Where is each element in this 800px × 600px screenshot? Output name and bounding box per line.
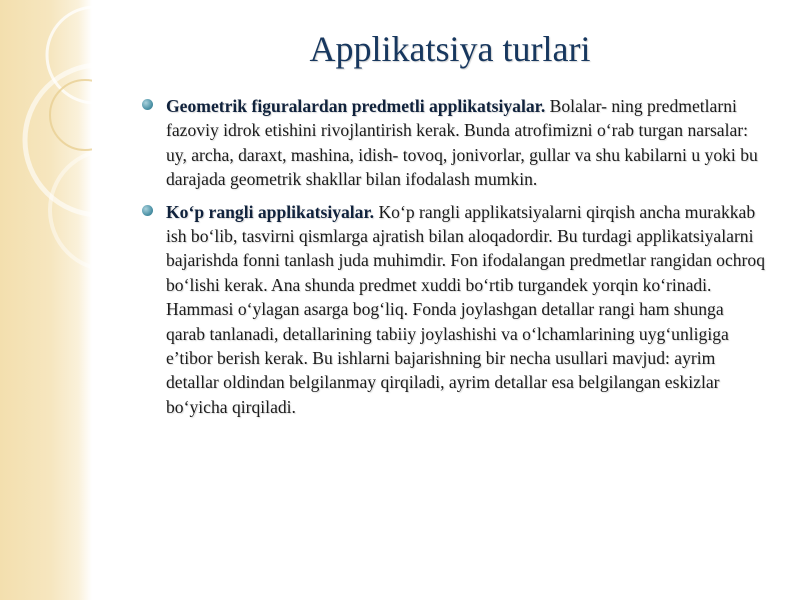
list-item <box>142 94 767 192</box>
paragraph-heading: Ko‘p rangli applikatsiyalar. <box>166 201 375 222</box>
paragraph-heading: Geometrik figuralardan predmetli applikatsiyalar. <box>166 96 546 116</box>
slide-content <box>142 94 767 427</box>
slide-title: Applikatsiya turlari <box>309 29 591 69</box>
decorative-side-band <box>0 0 92 600</box>
bullet-icon <box>142 205 153 216</box>
list-item <box>142 200 767 420</box>
paragraph-text: Ko‘p rangli applikatsiyalarni qirqish ancha murakkab ish bo‘lib, tasvirni qismlarga ajratish bilan aloqadordir. Bu turdagi applikatsiyalarni bajarishda fonni tanlash juda muhimdir. Fon ifodalangan predmetlar rangidan ochroq bo‘lishi kerak. Ana shunda predmet xuddi bo‘rtib turgandek yorqin ko‘rinadi. Hammasi o‘ylagan asarga bog‘liq. Fonda joylashgan detallar rangi ham shunga qarab tanlanadi, detallarining tabiiy joylashishi va o‘lchamlarining uyg‘unligiga e’tibor berish kerak. Bu ishlarni bajarishning bir necha usullari mavjud: ayrim detallar oldindan belgilanmay qirqiladi, ayrim detallar esa belgilangan eskizlar bo‘yicha qirqiladi. <box>166 201 766 417</box>
decorative-circles <box>0 0 92 600</box>
bullet-icon <box>142 99 153 110</box>
paragraph-text: Bolalar- ning predmetlarni fazoviy idrok etishini rivojlantirish kerak. Bunda atrofimizni o‘rab turgan narsalar: uy, archa, daraxt, mashina, idish- tovoq, jonivorlar, gullar va shu kabilarni u yoki bu darajada geometrik shakllar bilan ifodalash mumkin. <box>166 96 758 190</box>
